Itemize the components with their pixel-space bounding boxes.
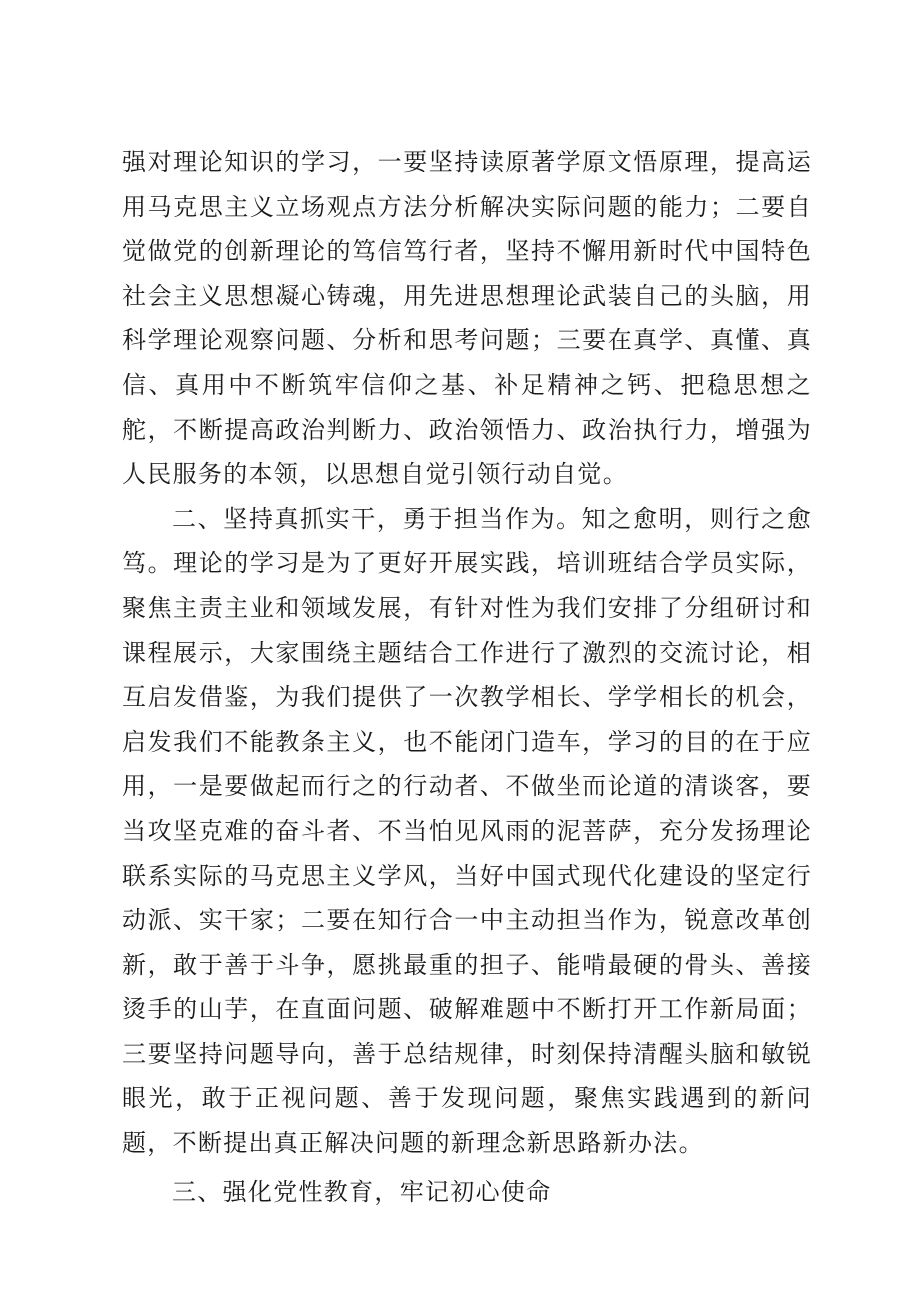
paragraph-theory-study: 强对理论知识的学习，一要坚持读原著学原文悟原理，提高运用马克思主义立场观点方法分析解决实际问题的能力；二要自觉做党的创新理论的笃信笃行者，坚持不懈用新时代中国特色社会主义思想凝心铸魂，用先进思想理论武装自己的头脑，用科学理论观察问题、分析和思考问题；三要在真学、真懂、真信、真用中不断筑牢信仰之基、补足精神之钙、把稳思想之舵，不断提高政治判断力、政治领悟力、政治执行力，增强为人民服务的本领，以思想自觉引领行动自觉。 bbox=[122, 148, 812, 489]
section-three-heading: 三、强化党性教育，牢记初心使命 bbox=[172, 1177, 552, 1206]
document-body bbox=[122, 140, 812, 1214]
paragraph-section-two: 二、坚持真抓实干，勇于担当作为。知之愈明，则行之愈笃。理论的学习是为了更好开展实践，培训班结合学员实际，聚焦主责主业和领域发展，有针对性为我们安排了分组研讨和课程展示，大家围绕主题结合工作进行了激烈的交流讨论，相互启发借鉴，为我们提供了一次教学相长、学学相长的机会，启发我们不能教条主义，也不能闭门造车，学习的目的在于应用，一是要做起而行之的行动者、不做坐而论道的清谈客，要当攻坚克难的奋斗者、不当怕见风雨的泥菩萨，充分发扬理论联系实际的马克思主义学风，当好中国式现代化建设的坚定行动派、实干家；二要在知行合一中主动担当作为，锐意改革创新，敢于善于斗争，愿挑最重的担子、能啃最硬的骨头、善接烫手的山芋，在直面问题、破解难题中不断打开工作新局面；三要坚持问题导向，善于总结规律，时刻保持清醒头脑和敏锐眼光，敢于正视问题、善于发现问题，聚焦实践遇到的新问题，不断提出真正解决问题的新理念新思路新办法。 bbox=[122, 504, 812, 1158]
